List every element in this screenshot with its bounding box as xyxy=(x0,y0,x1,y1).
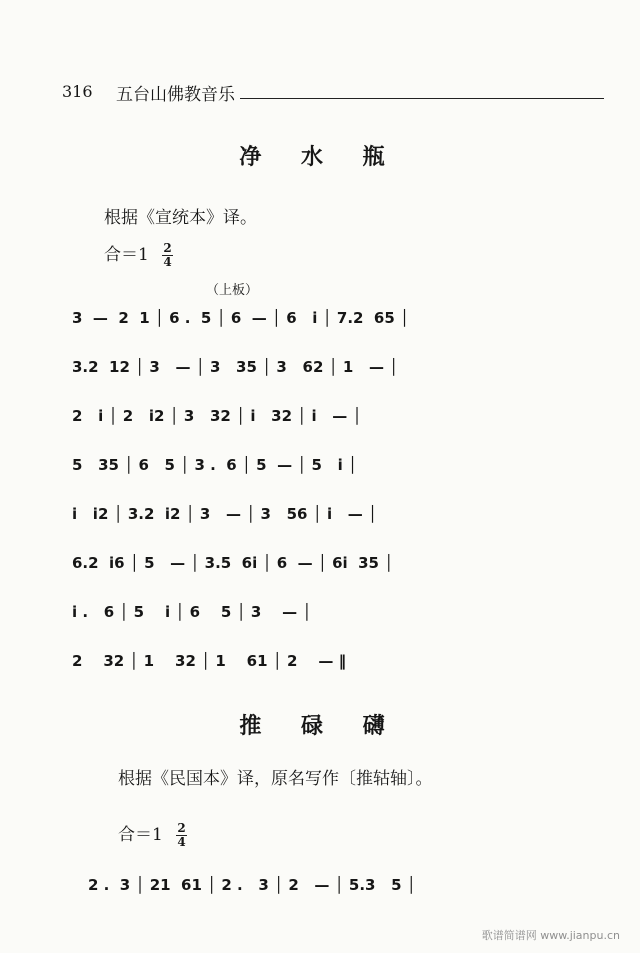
song-title-jingshuiping: 净 水 瓶 xyxy=(239,144,401,170)
time-denominator: 4 xyxy=(177,835,186,849)
song1-time-signature xyxy=(162,242,172,269)
score-line-3 xyxy=(0,407,640,435)
score-line-text: 3.2 12 │ 3 — │ 3 35 │ 3 62 │ 1 — │ xyxy=(72,358,399,376)
score-line-5 xyxy=(0,505,640,533)
tempo-mark: （上板） xyxy=(206,283,259,298)
watermark: 歌谱简谱网 www.jianpu.cn xyxy=(481,929,620,942)
song2-key-signature xyxy=(118,820,187,849)
score-line-8 xyxy=(0,652,640,680)
score-line-song2-1 xyxy=(0,876,640,904)
score-line-text: 6.2 i6 │ 5 — │ 3.5 6i │ 6 — │ 6i 35 │ xyxy=(72,554,394,572)
time-numerator: 2 xyxy=(177,821,186,835)
time-denominator: 4 xyxy=(163,255,172,269)
time-numerator: 2 xyxy=(163,241,172,255)
score-line-text: 5 35 │ 6 5 │ 3 . 6 │ 5 — │ 5 i │ xyxy=(72,456,358,474)
score-line-text: i . 6 │ 5 i │ 6 5 │ 3 — │ xyxy=(72,603,312,621)
score-line-text: 2 i │ 2 i2 │ 3 32 │ i 32 │ i — │ xyxy=(72,407,362,425)
score-line-4 xyxy=(0,456,640,484)
score-line-text: i i2 │ 3.2 i2 │ 3 — │ 3 56 │ i — │ xyxy=(72,505,378,523)
page-header xyxy=(62,80,602,104)
score-line-7 xyxy=(0,603,640,631)
score-line-6 xyxy=(0,554,640,582)
score-line-text: 3 — 2 1 │ 6 . 5 │ 6 — │ 6 i │ 7.2 65 │ xyxy=(72,309,410,327)
header-rule xyxy=(240,98,604,99)
score-line-2 xyxy=(0,358,640,386)
score-line-1 xyxy=(0,309,640,337)
score-line-text: 2 32 │ 1 32 │ 1 61 │ 2 — ‖ xyxy=(72,652,347,670)
song1-key-label: 合＝1 xyxy=(104,245,149,265)
song2-time-signature xyxy=(176,822,186,849)
song-title-tuilubo: 推 碌 礴 xyxy=(239,713,401,739)
song2-key-label: 合＝1 xyxy=(118,825,163,845)
book-title: 五台山佛教音乐 xyxy=(116,85,235,105)
song1-source-note: 根据《宣统本》译。 xyxy=(104,208,257,228)
page-number: 316 xyxy=(62,82,93,101)
song2-source-note: 根据《民国本》译，原名写作〔推轱轴〕。 xyxy=(118,769,433,789)
song1-key-signature xyxy=(104,240,173,269)
score-line-text: 2 . 3 │ 21 61 │ 2 . 3 │ 2 — │ 5.3 5 │ xyxy=(88,876,416,894)
